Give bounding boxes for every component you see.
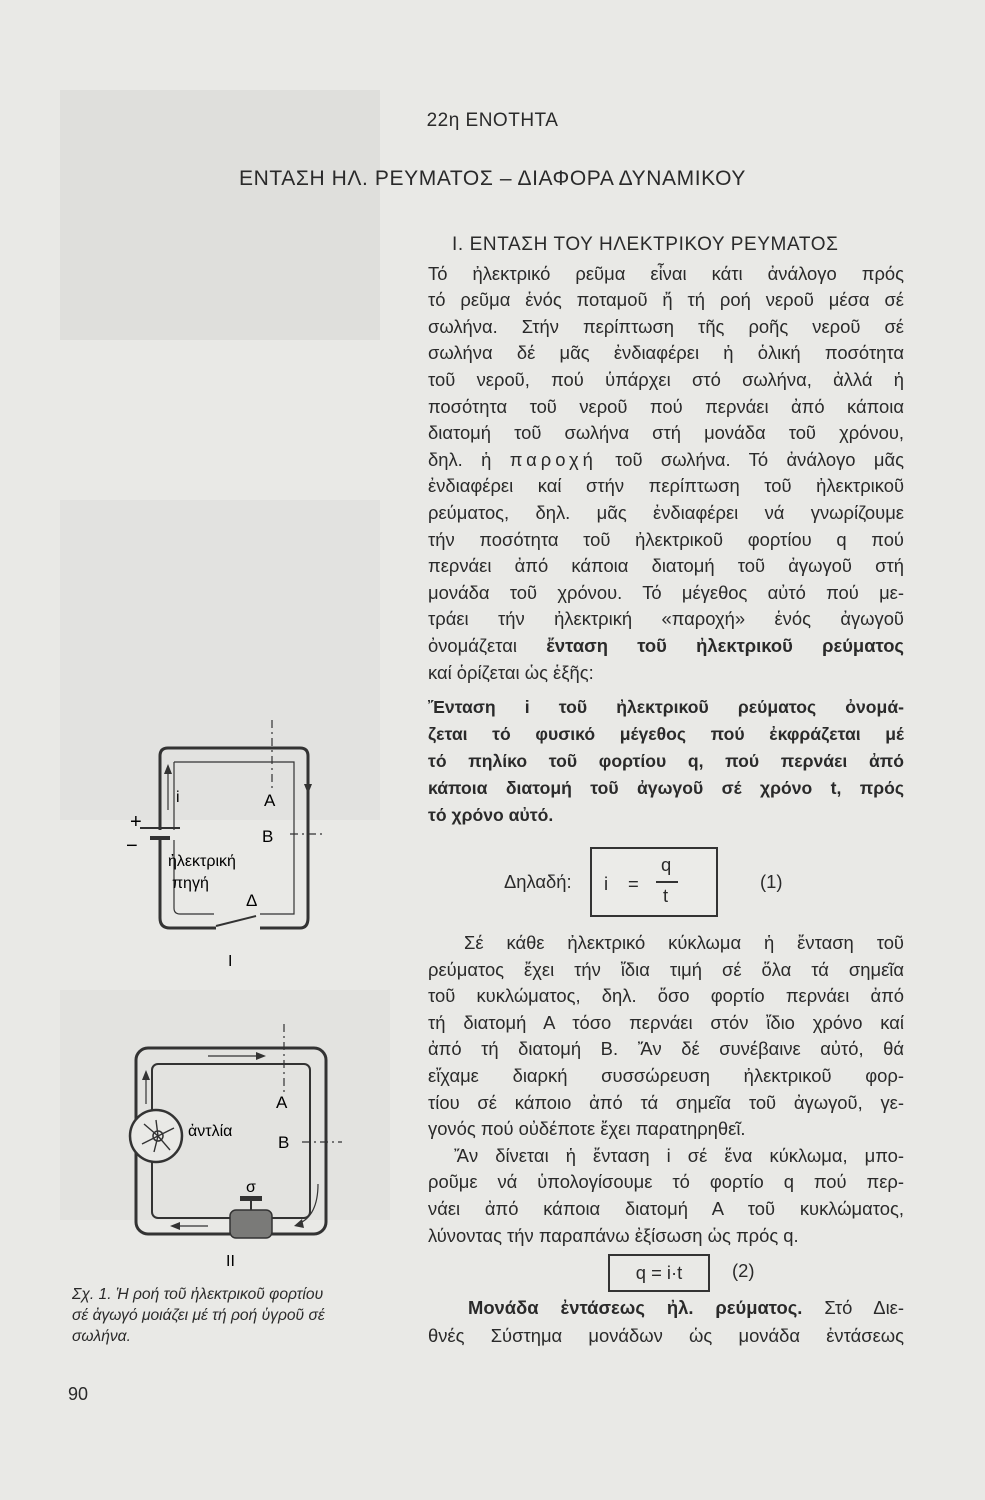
figure-roman-ii: ΙΙ bbox=[226, 1253, 235, 1270]
formula-equals: = bbox=[628, 873, 639, 894]
caption-line: σωλήνα. bbox=[72, 1328, 131, 1345]
circuit-label-b: Β bbox=[262, 827, 274, 846]
unit-title: 22η ΕΝΟΤΗΤΑ bbox=[426, 110, 559, 131]
pipe-diagram bbox=[118, 1024, 358, 1274]
flow-arrow-head bbox=[142, 1070, 150, 1080]
text-line: τό ρεῦμα ἑνός ποταμοῦ ἤ τή ροή νεροῦ μέσα σέ bbox=[428, 289, 904, 311]
circuit-label-current: i bbox=[176, 789, 180, 806]
formula-2 bbox=[608, 1254, 808, 1294]
caption-line: Σχ. 1. Ἡ ροή τοῦ ἠλεκτρικοῦ φορτίου bbox=[72, 1286, 324, 1303]
circuit-wire bbox=[160, 748, 168, 830]
pipe-label-a: Α bbox=[276, 1093, 288, 1112]
main-text-column bbox=[428, 232, 904, 829]
pump-housing bbox=[130, 1110, 182, 1162]
text-line bbox=[428, 1294, 904, 1322]
circuit-wire bbox=[168, 748, 308, 928]
text-line: σωλήνα δέ μᾶς ἐνδιαφέρει ἡ ὁλική ποσότητα bbox=[428, 342, 904, 364]
current-arrow-head bbox=[164, 764, 172, 774]
text-line: μονάδα τοῦ χρόνου. Τό μέγεθος αὐτό πού με- bbox=[428, 581, 904, 603]
text-line bbox=[428, 633, 904, 660]
text-line: ποσότητα τοῦ νεροῦ πού περνάει ἀπό κάποια bbox=[428, 395, 904, 417]
section-heading: Ι. ΕΝΤΑΣΗ ΤΟΥ ΗΛΕΚΤΡΙΚΟΥ ΡΕΥΜΑΤΟΣ bbox=[452, 234, 839, 255]
valve-handle bbox=[240, 1196, 262, 1201]
formula-1 bbox=[498, 847, 818, 915]
formula-box: q = i·t bbox=[608, 1254, 710, 1292]
text-fragment: τοῦ σωλήνα. Τό ἀνάλογο μᾶς bbox=[615, 448, 904, 470]
text-line: γονός πού οὐδέποτε ἔχει παρατηρηθεῖ. bbox=[428, 1118, 746, 1140]
pipe-label-sigma: σ bbox=[246, 1179, 256, 1196]
circuit-label-a: Α bbox=[264, 791, 276, 810]
circuit-arrow bbox=[304, 784, 312, 794]
text-fragment: ὀνομάζεται bbox=[428, 634, 517, 656]
text-line: τράει τήν ἠλεκτρική «παροχή» ἑνός ἀγωγοῦ bbox=[428, 608, 904, 630]
text-line: ρεύματος, δηλ. μᾶς ἐνδιαφέρει νά γνωρίζουμε bbox=[428, 501, 904, 523]
pipe-label-pump: ἀντλία bbox=[188, 1123, 233, 1140]
valve-body bbox=[230, 1210, 272, 1238]
text-line: καί ὁρίζεται ὡς ἑξῆς: bbox=[428, 661, 594, 683]
page-number: 90 bbox=[68, 1384, 89, 1404]
text-line: ρεύματος ἔχει τήν ἴδια τιμή σέ ὅλα τά σημεῖα bbox=[428, 958, 904, 980]
text-line: θνές Σύστημα μονάδων ὡς μονάδα ἐντάσεως bbox=[428, 1325, 904, 1346]
spaced-term: παροχή bbox=[509, 448, 597, 470]
flow-arrow-head bbox=[256, 1052, 266, 1060]
formula-lhs: i bbox=[604, 873, 609, 894]
text-line: τίου σέ κάποιο ἀπό τά σημεῖα τοῦ ἀγωγοῦ, γε- bbox=[428, 1091, 904, 1113]
paragraph-units bbox=[428, 1294, 904, 1350]
bold-term: ἔνταση τοῦ ἠλεκτρικοῦ ρεύματος bbox=[546, 634, 904, 656]
fraction-bar bbox=[656, 881, 678, 883]
circuit-label-plus: + bbox=[130, 811, 142, 833]
text-line: τή διατομή Α τόσο περνάει στόν ἴδιο χρόνο καί bbox=[428, 1011, 904, 1033]
definition-line: Ἔνταση i τοῦ ἠλεκτρικοῦ ρεύματος ὀνομά- bbox=[428, 697, 904, 718]
definition-block bbox=[428, 694, 904, 829]
equation-number: (2) bbox=[732, 1260, 755, 1281]
definition-line: τό πηλίκο τοῦ φορτίου q, πού περνάει ἀπό bbox=[428, 751, 904, 772]
text-line: τήν ποσότητα τοῦ ἠλεκτρικοῦ φορτίου q πού bbox=[428, 528, 904, 550]
text-fragment: Στό Διε- bbox=[824, 1297, 904, 1318]
fraction-numerator: q bbox=[661, 854, 672, 875]
fraction-denominator: t bbox=[663, 885, 669, 906]
caption-line: σέ ἀγωγό μοιάζει μέ τή ροή ὑγροῦ σέ bbox=[72, 1307, 325, 1324]
text-line: τοῦ νεροῦ, πού ὑπάρχει στό σωλήνα, ἀλλά ἡ bbox=[428, 368, 904, 390]
circuit-label-minus: − bbox=[126, 835, 138, 857]
circuit-diagram bbox=[110, 720, 350, 970]
circuit-label-source-2: πηγή bbox=[172, 875, 209, 892]
text-line: Τό ἠλεκτρικό ρεῦμα εἶναι κάτι ἀνάλογο πρός bbox=[428, 262, 904, 284]
text-line: ἐνδιαφέρει καί στήν περίπτωση τοῦ ἠλεκτρικοῦ bbox=[428, 475, 904, 497]
pipe-label-b: Β bbox=[278, 1133, 290, 1152]
text-line: Σέ κάθε ἠλεκτρικό κύκλωμα ἡ ἔνταση τοῦ bbox=[464, 932, 904, 953]
chapter-title: ΕΝΤΑΣΗ ΗΛ. ΡΕΥΜΑΤΟΣ – ΔΙΑΦΟΡΑ ΔΥΝΑΜΙΚΟΥ bbox=[239, 167, 746, 190]
flow-arrow-head bbox=[170, 1222, 180, 1230]
text-line: νάει ἀπό κάποια διατομή Α τοῦ κυκλώματος, bbox=[428, 1197, 904, 1219]
main-text-column-continued bbox=[428, 930, 904, 1249]
paragraph-flow-analogy bbox=[428, 261, 904, 687]
definition-line: τό χρόνο αὐτό. bbox=[428, 805, 554, 826]
figure-caption bbox=[72, 1284, 402, 1347]
paragraph-current-constant bbox=[428, 930, 904, 1143]
definition-line: κάποια διατομή τοῦ ἀγωγοῦ σέ χρόνο t, πρός bbox=[428, 778, 904, 799]
formula-box bbox=[590, 847, 718, 917]
text-line: Ἄν δίνεται ἡ ἔνταση i σέ ἕνα κύκλωμα, μπο- bbox=[454, 1144, 904, 1166]
text-line: λύνοντας τήν παραπάνω ἐξίσωση ὡς πρός q. bbox=[428, 1224, 799, 1246]
text-line: περνάει ἀπό κάποια διατομή τοῦ ἀγωγοῦ στή bbox=[428, 555, 904, 577]
circuit-label-source-1: ἠλεκτρική bbox=[168, 853, 236, 870]
text-line bbox=[428, 447, 904, 474]
text-fragment: δηλ. ἡ bbox=[428, 448, 492, 470]
equation-number: (1) bbox=[760, 871, 783, 892]
text-line: τοῦ κυκλώματος, δηλ. ὅσο φορτίο περνάει ἀπό bbox=[428, 985, 904, 1007]
circuit-label-d: Δ bbox=[246, 891, 258, 910]
text-line: ροῦμε νά ὑπολογίσουμε τό φορτίο q πού περ- bbox=[428, 1171, 904, 1193]
text-line: σωλήνα. Στήν περίπτωση τῆς ροῆς νεροῦ σέ bbox=[428, 315, 904, 337]
flow-arrow-head bbox=[294, 1219, 304, 1228]
paragraph-charge-calc bbox=[428, 1143, 904, 1249]
text-line: ἀπό τή διατομή Β. Ἄν δέ συνέβαινε αὐτό, θά bbox=[428, 1038, 904, 1060]
definition-line: ζεται τό φυσικό μέγεθος πού ἐκφράζεται μέ bbox=[428, 724, 904, 745]
text-line: διατομή τοῦ σωλήνα στή μονάδα τοῦ χρόνου, bbox=[428, 422, 904, 444]
text-line: εἴχαμε διαρκή συσσώρευση ἠλεκτρικοῦ φορ- bbox=[428, 1064, 904, 1086]
switch-lever bbox=[216, 916, 256, 926]
figure-roman-i: Ι bbox=[228, 953, 233, 970]
formula-prefix: Δηλαδή: bbox=[504, 871, 572, 892]
bold-term: Μονάδα ἐντάσεως ἠλ. ρεύματος. bbox=[468, 1297, 803, 1318]
